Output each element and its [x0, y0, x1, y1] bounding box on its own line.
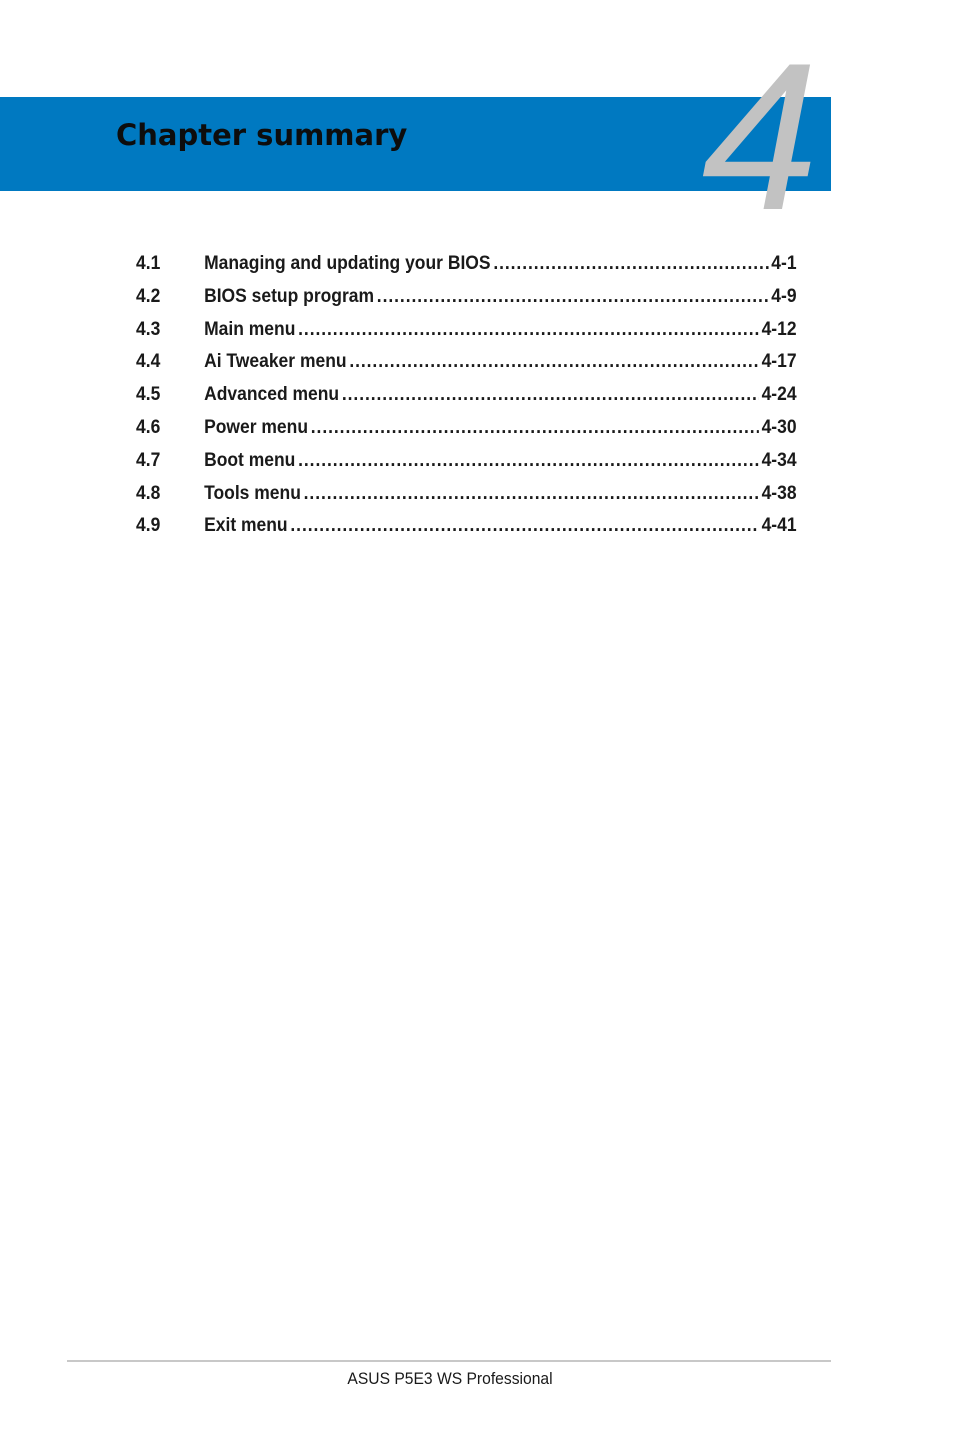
toc-entry-page: 4-9	[771, 285, 797, 307]
toc-leader-dots	[377, 286, 769, 308]
toc-entry-page: 4-17	[761, 351, 797, 373]
toc-entry[interactable]	[136, 483, 797, 516]
toc-leader-dots	[290, 515, 758, 537]
toc-entry-title: Ai Tweaker menu	[204, 351, 347, 373]
toc-entry-page: 4-34	[761, 449, 797, 471]
footer-divider	[67, 1360, 831, 1362]
toc-leader-dots	[304, 483, 759, 505]
toc-leader-dots	[298, 450, 759, 472]
toc-entry-title: Exit menu	[204, 515, 288, 537]
toc-entry-page: 4-41	[761, 515, 797, 537]
toc-entry[interactable]	[136, 286, 797, 319]
toc-leader-dots	[298, 319, 759, 341]
toc-entry[interactable]	[136, 351, 797, 384]
toc-entry[interactable]	[136, 384, 797, 417]
toc-entry-number: 4.5	[136, 384, 161, 406]
toc-entry-title: Tools menu	[204, 482, 301, 504]
toc-entry-title: Managing and updating your BIOS	[204, 253, 491, 274]
toc-entry-title: Power menu	[204, 416, 309, 438]
toc-entry-number: 4.9	[136, 515, 161, 537]
toc-entry-number: 4.6	[136, 416, 161, 438]
toc-entry-title: BIOS setup program	[204, 285, 375, 307]
toc-entry-number: 4.2	[136, 285, 161, 307]
toc-entry-number: 4.7	[136, 449, 161, 471]
toc-entry-title: Advanced menu	[204, 384, 340, 406]
toc-entry-number: 4.4	[136, 351, 161, 373]
toc-entry-page: 4-12	[761, 318, 797, 340]
chapter-number: 4	[701, 19, 819, 254]
toc-entry-page: 4-24	[761, 384, 797, 406]
toc-entry-number: 4.3	[136, 318, 161, 340]
toc-leader-dots	[349, 351, 758, 373]
toc-leader-dots	[493, 253, 768, 275]
footer-product-name: ASUS P5E3 WS Professional	[347, 1369, 553, 1388]
toc-leader-dots	[342, 384, 759, 406]
toc-entry-title: Boot menu	[204, 449, 296, 471]
toc-leader-dots	[311, 417, 759, 439]
toc-entry-page: 4-1	[771, 253, 797, 274]
table-of-contents	[136, 253, 797, 548]
toc-entry[interactable]	[136, 515, 797, 548]
toc-entry[interactable]	[136, 417, 797, 450]
toc-entry[interactable]	[136, 450, 797, 483]
chapter-title: Chapter summary	[116, 118, 408, 152]
toc-entry-page: 4-38	[761, 482, 797, 504]
toc-entry-page: 4-30	[761, 416, 797, 438]
toc-entry-title: Main menu	[204, 318, 296, 340]
toc-entry-number: 4.8	[136, 482, 161, 504]
toc-entry-number: 4.1	[136, 253, 161, 274]
toc-entry[interactable]	[136, 319, 797, 352]
toc-entry[interactable]	[136, 253, 797, 286]
